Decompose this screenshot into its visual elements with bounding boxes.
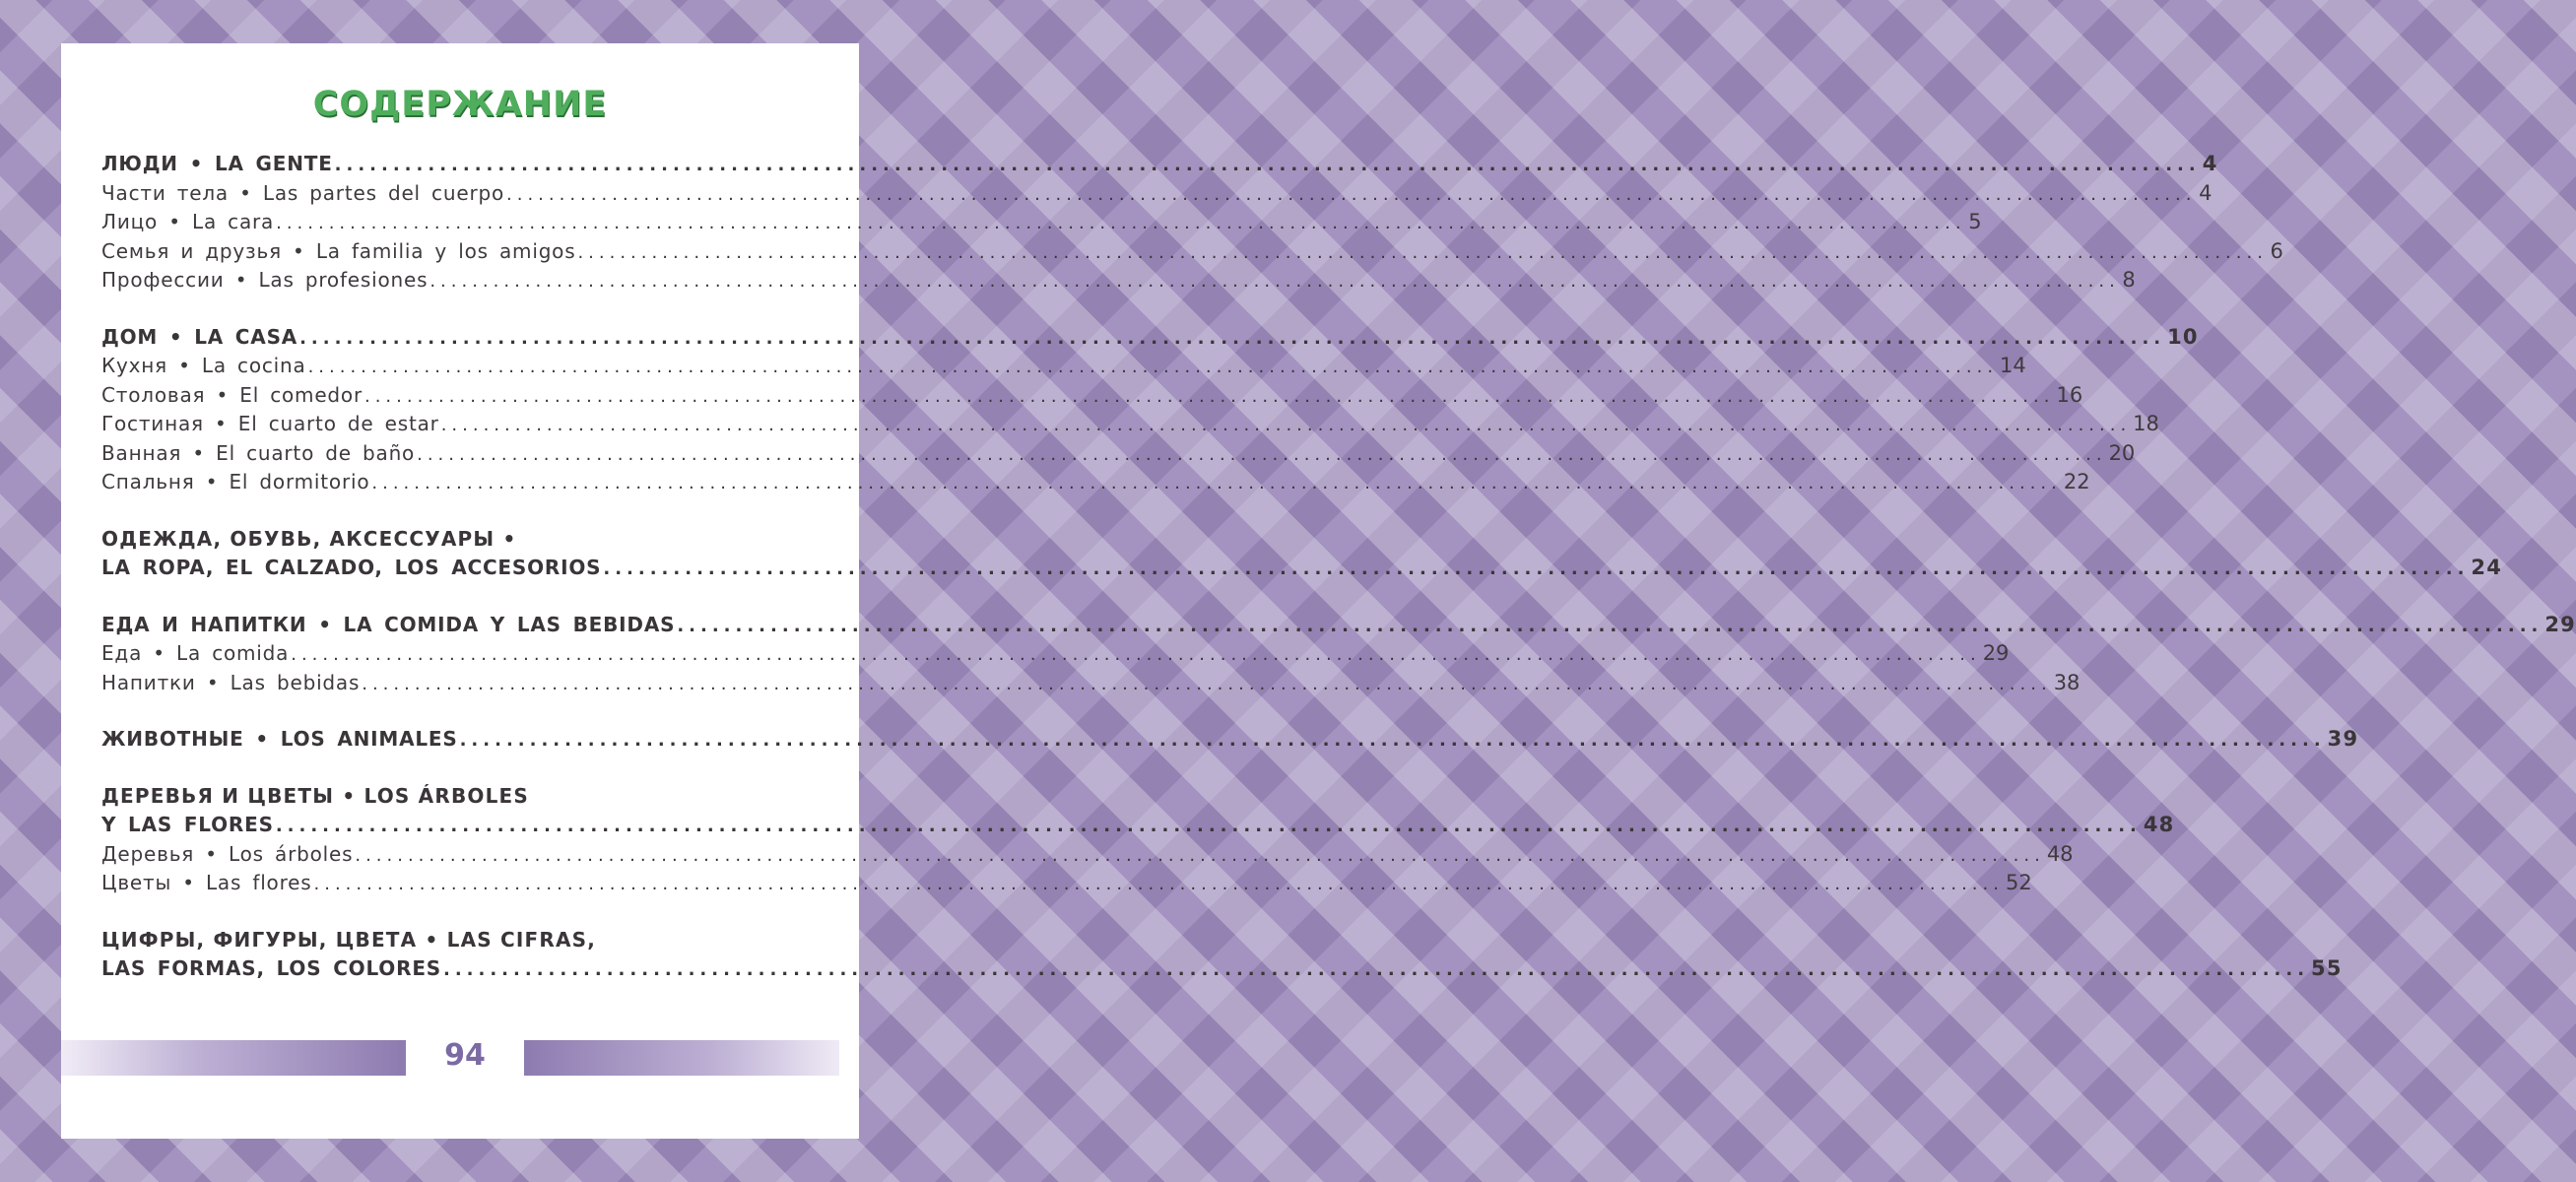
- toc-heading-row[interactable]: [101, 152, 2218, 181]
- toc-item-label: Еда • La comida: [101, 641, 290, 665]
- toc-page: 39: [2327, 727, 2359, 751]
- toc-heading-row[interactable]: [101, 956, 2343, 986]
- toc-page: 48: [2046, 841, 2074, 866]
- toc-page: 55: [2311, 956, 2343, 980]
- leader-dots: ................................................................................................................................................................: [417, 443, 2107, 465]
- toc-heading-continued: LAS FORMAS, LOS COLORES: [101, 956, 441, 980]
- leader-dots: ................................................................................................................................................................: [307, 357, 1999, 377]
- leader-dots: ................................................................................................................................................................: [334, 155, 2201, 175]
- toc-item-label: Гостиная • El cuarto de estar: [101, 412, 439, 435]
- toc-heading-row[interactable]: [101, 556, 2503, 585]
- toc-item-row[interactable]: [101, 210, 1982, 239]
- toc-page: 38: [2053, 670, 2081, 694]
- toc-item-label: Ванная • El cuarto de baño: [101, 440, 416, 465]
- toc-section-clothing: [101, 526, 2503, 585]
- leader-dots: ................................................................................................................................................................: [276, 213, 1966, 233]
- toc-item-label: Лицо • La cara: [101, 210, 275, 233]
- toc-item-row[interactable]: [101, 641, 2010, 671]
- leader-dots: ................................................................................................................................................................: [459, 730, 2326, 751]
- toc-item-label: Профессии • Las profesiones: [101, 268, 429, 292]
- toc-heading-continued: Y LAS FLORES: [101, 813, 274, 836]
- toc-page: 48: [2143, 813, 2175, 836]
- leader-dots: ................................................................................................................................................................: [371, 473, 2062, 493]
- leader-dots: ................................................................................................................................................................: [603, 558, 2470, 579]
- toc-item-row[interactable]: [101, 440, 2136, 471]
- toc-item-label: Цветы • Las flores: [101, 871, 312, 894]
- leader-dots: ................................................................................................................................................................: [429, 271, 2120, 292]
- leader-dots: ................................................................................................................................................................: [355, 844, 2045, 866]
- toc-heading-row[interactable]: [101, 324, 2199, 355]
- toc-item-row[interactable]: [101, 670, 2081, 700]
- toc-heading-row[interactable]: [101, 612, 2576, 642]
- table-of-contents: [101, 152, 2576, 1014]
- toc-page: 18: [2133, 412, 2159, 435]
- toc-section-people: [101, 152, 2283, 297]
- toc-page: 4: [2199, 180, 2213, 205]
- toc-section-trees: [101, 783, 2175, 900]
- toc-page: 5: [1968, 210, 1982, 233]
- leader-dots: ................................................................................................................................................................: [313, 874, 2004, 894]
- toc-page: 8: [2122, 268, 2136, 292]
- page-title: СОДЕРЖАНИЕ: [312, 85, 608, 124]
- toc-item-row[interactable]: [101, 841, 2074, 872]
- toc-page: 29: [1982, 641, 2010, 665]
- toc-item-label: Части тела • Las partes del cuerpo: [101, 180, 504, 205]
- leader-dots: ................................................................................................................................................................: [442, 959, 2310, 980]
- book-page: [61, 43, 2576, 1139]
- toc-heading-row[interactable]: [101, 813, 2175, 842]
- toc-item-label: Семья и друзья • La familia y los amigos: [101, 238, 576, 263]
- leader-dots: ................................................................................................................................................................: [677, 615, 2543, 636]
- leader-dots: ................................................................................................................................................................: [577, 241, 2268, 263]
- toc-item-label: Напитки • Las bebidas: [101, 670, 361, 694]
- toc-item-label: Спальня • El dormitorio: [101, 470, 370, 493]
- leader-dots: ................................................................................................................................................................: [275, 816, 2142, 836]
- toc-heading[interactable]: ЦИФРЫ, ФИГУРЫ, ЦВЕТА • LAS CIFRAS,: [101, 927, 597, 952]
- toc-item-row[interactable]: [101, 412, 2159, 441]
- toc-heading-continued: LA ROPA, EL CALZADO, LOS ACCESORIOS: [101, 556, 602, 579]
- toc-page: 52: [2005, 871, 2032, 894]
- footer-bar-right: [524, 1040, 839, 1076]
- toc-item-row[interactable]: [101, 871, 2032, 900]
- toc-page: 10: [2167, 324, 2199, 349]
- toc-page: 6: [2270, 238, 2283, 263]
- leader-dots: ................................................................................................................................................................: [363, 385, 2055, 407]
- toc-heading: ЛЮДИ • LA GENTE: [101, 152, 333, 175]
- leader-dots: ................................................................................................................................................................: [362, 673, 2052, 694]
- toc-heading[interactable]: ОДЕЖДА, ОБУВЬ, АКСЕССУАРЫ •: [101, 526, 517, 551]
- page-footer: [61, 1040, 859, 1080]
- toc-heading: ЕДА И НАПИТКИ • LA COMIDA Y LAS BEBIDAS: [101, 612, 676, 636]
- toc-section-numbers: [101, 927, 2343, 986]
- toc-heading-row[interactable]: [101, 727, 2359, 756]
- toc-item-row[interactable]: [101, 238, 2283, 269]
- leader-dots: ................................................................................................................................................................: [506, 183, 2197, 205]
- toc-section-animals: [101, 727, 2359, 756]
- toc-item-row[interactable]: [101, 180, 2213, 211]
- toc-page: 16: [2056, 382, 2083, 407]
- toc-item-row[interactable]: [101, 354, 2026, 383]
- leader-dots: ................................................................................................................................................................: [440, 415, 2132, 435]
- toc-item-row[interactable]: [101, 470, 2090, 499]
- leader-dots: ................................................................................................................................................................: [291, 644, 1981, 665]
- toc-page: 24: [2471, 556, 2503, 579]
- toc-section-food: [101, 612, 2576, 700]
- toc-heading: ЖИВОТНЫЕ • LOS ANIMALES: [101, 727, 458, 751]
- toc-page: 4: [2202, 152, 2218, 175]
- toc-item-row[interactable]: [101, 268, 2136, 297]
- toc-heading: ДОМ • LA CASA: [101, 324, 298, 349]
- toc-page: 20: [2108, 440, 2136, 465]
- toc-section-house: [101, 324, 2199, 499]
- toc-page: 29: [2544, 612, 2576, 636]
- page-number: 94: [444, 1038, 486, 1073]
- toc-item-label: Кухня • La cocina: [101, 354, 306, 377]
- leader-dots: ................................................................................................................................................................: [299, 327, 2166, 349]
- toc-item-row[interactable]: [101, 382, 2083, 413]
- toc-item-label: Столовая • El comedor: [101, 382, 363, 407]
- toc-heading[interactable]: ДЕРЕВЬЯ И ЦВЕТЫ • LOS ÁRBOLES: [101, 783, 530, 808]
- footer-bar-left: [61, 1040, 406, 1076]
- toc-page: 14: [2000, 354, 2026, 377]
- toc-item-label: Деревья • Los árboles: [101, 841, 354, 866]
- toc-page: 22: [2063, 470, 2090, 493]
